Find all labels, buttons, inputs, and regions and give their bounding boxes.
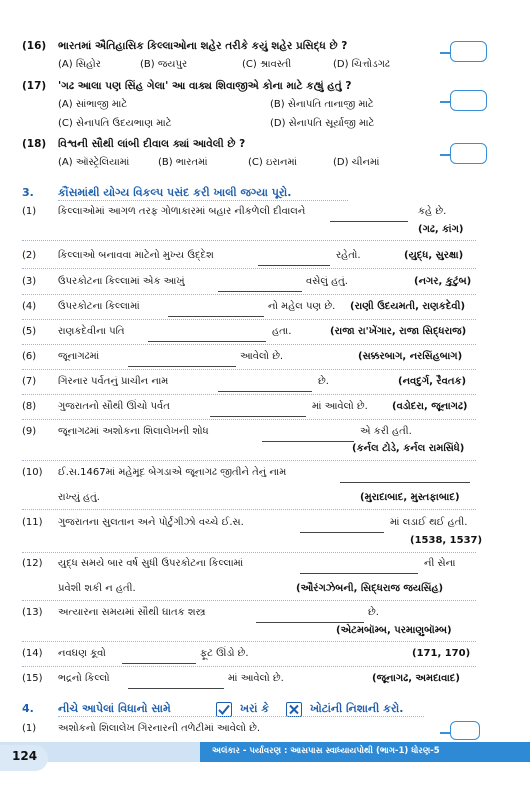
row-divider: [22, 294, 476, 295]
item-text: કિલ્લાઓ બનાવવા માટેનો મુખ્ય ઉદ્દેશ: [58, 250, 214, 261]
hint-options: (ગઢ, કાંગ): [418, 224, 464, 235]
option[interactable]: (A) ઑસ્ટ્રેલિયામાં: [58, 157, 130, 168]
option[interactable]: (C) ઇરાનમાં: [248, 157, 297, 168]
blank-field[interactable]: [128, 679, 224, 689]
item-number: (10): [22, 467, 43, 478]
option[interactable]: (A) સિહોર: [58, 59, 101, 70]
hint-options: (સક્કરબાગ, નરસિંહબાગ): [358, 351, 463, 362]
option[interactable]: (B) સેનાપતિ તાનાજી માટે: [270, 99, 374, 110]
blank-field[interactable]: [218, 282, 302, 292]
item-text-end: છે.: [368, 607, 379, 618]
hint-options: (ઔરંગઝેબની, સિદ્ધરાજ જયસિંહ): [296, 583, 444, 594]
answer-box[interactable]: [450, 41, 487, 62]
section-number: 4.: [22, 702, 34, 715]
question-number: (16): [22, 40, 47, 52]
item-number: (15): [22, 673, 43, 684]
footer-title: અલંકાર - પર્યાવરણ : આસપાસ સ્વાધ્યાયપોથી (ભાગ-1) ધોરણ-5: [212, 746, 440, 756]
row-divider: [22, 460, 476, 461]
answer-box[interactable]: [450, 90, 487, 111]
item-number: (1): [22, 723, 37, 734]
item-text-end: કહે છે.: [418, 206, 447, 217]
blank-field[interactable]: [340, 473, 470, 483]
item-text-end: રહેતો.: [336, 250, 361, 261]
hint-options: (જૂનાગઢ, અમદાવાદ): [372, 673, 460, 684]
answer-connector: [440, 154, 450, 156]
item-text-end: છે.: [318, 376, 329, 387]
title-underline: [58, 200, 348, 201]
item-text-end: માં આવેલો છે.: [228, 673, 284, 684]
item-number: (14): [22, 648, 43, 659]
blank-field[interactable]: [256, 613, 364, 623]
answer-connector: [440, 52, 450, 54]
hint-options: (યુદ્ધ, સુરક્ષા): [404, 250, 464, 261]
item-text: યુદ્ધ સમયે બાર વર્ષ સુધી ઉપરકોટના કિલ્લામાં: [58, 558, 244, 569]
item-number: (12): [22, 558, 43, 569]
item-text: અત્યારના સમયમાં સૌથી ઘાતક શસ્ત્ર: [58, 607, 206, 618]
item-number: (3): [22, 276, 37, 287]
blank-field[interactable]: [258, 256, 330, 266]
row-divider: [22, 240, 476, 241]
answer-connector: [440, 101, 450, 103]
hint-options: (નવદુર્ગ, રૈવતક): [398, 376, 467, 387]
item-number: (4): [22, 301, 37, 312]
item-number: (8): [22, 401, 37, 412]
item-text-end: હતા.: [272, 326, 292, 337]
answer-connector: [440, 732, 450, 734]
title-underline: [58, 716, 424, 717]
question-text: ભારતમાં ઐતિહાસિક કિલ્લાઓના શહેર તરીકે કયું શહેર પ્રસિદ્ધ છે ?: [58, 40, 348, 52]
row-divider: [22, 666, 476, 667]
row-divider: [22, 600, 476, 601]
answer-box[interactable]: [450, 721, 480, 740]
option[interactable]: (D) ચીનમાં: [333, 157, 380, 168]
option[interactable]: (D) ચિત્તોડગઢ: [333, 59, 390, 70]
item-text-end: માં આવેલો છે.: [312, 401, 368, 412]
item-text-end: એ કરી હતી.: [360, 426, 412, 437]
answer-box[interactable]: [450, 143, 487, 164]
item-text: ભદ્રનો કિલ્લો: [58, 673, 110, 684]
blank-field[interactable]: [210, 407, 306, 417]
item-text: રાણકદેવીના પતિ: [58, 326, 125, 337]
item-text: જૂનાગઢમાં અશોકના શિલાલેખની શોધ: [58, 426, 209, 437]
item-text-end: આવેલો છે.: [240, 351, 284, 362]
item-number: (9): [22, 426, 37, 437]
item-number: (1): [22, 206, 37, 217]
option[interactable]: (C) શ્રાવસ્તી: [242, 59, 292, 70]
blank-field[interactable]: [300, 523, 384, 533]
section-title-part: ખોટાંની નિશાની કરો.: [310, 702, 404, 715]
row-divider: [22, 641, 476, 642]
blank-field[interactable]: [300, 564, 418, 574]
hint-options: (નગર, કુટુંબ): [414, 276, 472, 287]
row-divider: [22, 394, 476, 395]
hint-options: (વડોદરા, જૂનાગઢ): [392, 401, 468, 412]
section-number: 3.: [22, 186, 34, 199]
hint-options: (કર્નલ ટોડે, કર્નલ રામસિંધે): [352, 443, 465, 454]
option[interactable]: (B) ભારતમાં: [158, 157, 208, 168]
row-divider: [22, 268, 476, 269]
item-text-end: નો મહેલ પણ છે.: [268, 301, 336, 312]
blank-field[interactable]: [128, 357, 236, 367]
item-number: (11): [22, 517, 43, 528]
item-text: ગિરનાર પર્વતનું પ્રાચીન નામ: [58, 376, 169, 387]
item-text: ઈ.સ.1467માં મહેમૂદ બેગડાએ જૂનાગઢ જીતીને તેનું નામ: [58, 467, 287, 478]
row-divider: [22, 369, 476, 370]
option[interactable]: (A) સાંભાજી માટે: [58, 99, 128, 110]
item-number: (7): [22, 376, 37, 387]
item-text-continued: પ્રવેશી શકી ન હતી.: [58, 583, 136, 594]
hint-options: (રાણી ઉદયમતી, રાણકદેવી): [350, 301, 466, 312]
question-number: (17): [22, 80, 47, 92]
page-number: 124: [12, 749, 38, 763]
blank-field[interactable]: [168, 307, 264, 317]
item-text: કિલ્લાઓમાં આગળ તરફ ગોળાકારમાં બહાર નીકળેલી દીવાલને: [58, 206, 306, 217]
option[interactable]: (C) સેનાપતિ ઉદયભાણ માટે: [58, 118, 172, 129]
blank-field[interactable]: [122, 654, 196, 664]
item-text: ઉપરકોટના કિલ્લામાં એક આખું: [58, 276, 185, 287]
statement-text: અશોકનો શિલાલેખ ગિરનારની તળેટીમાં આવેલો છે.: [58, 723, 261, 734]
blank-field[interactable]: [330, 212, 408, 222]
item-text-end: ફૂટ ઊંડો છે.: [200, 648, 249, 659]
item-number: (5): [22, 326, 37, 337]
row-divider: [22, 552, 476, 553]
option[interactable]: (D) સેનાપતિ સૂર્યાજી માટે: [270, 118, 375, 129]
option[interactable]: (B) જયપુર: [140, 59, 188, 70]
question-text: 'ગઢ આલા પણ સિંહ ગેલા' આ વાક્ય શિવાજીએ કોના માટે કહ્યું હતું ?: [58, 80, 352, 92]
blank-field[interactable]: [262, 432, 354, 442]
row-divider: [22, 419, 476, 420]
blank-field[interactable]: [218, 382, 312, 392]
item-number: (6): [22, 351, 37, 362]
hint-options: (રાજા રા'ખેંગાર, રાજા સિદ્ધરાજ): [330, 326, 467, 337]
hint-options: (171, 170): [412, 648, 471, 659]
hint-options: (એટમબૉમ્બ, પરમાણુબૉમ્બ): [336, 625, 452, 636]
section-title-part: ખરાં કે: [240, 702, 270, 715]
item-text-end: વસેલું હતું.: [306, 276, 348, 287]
hint-options: (1538, 1537): [410, 535, 483, 546]
blank-field[interactable]: [148, 332, 266, 342]
item-number: (13): [22, 607, 43, 618]
section-title-part: નીચે આપેલાં વિધાનો સામે: [58, 702, 171, 715]
item-text-end: ની સેના: [424, 558, 456, 569]
section-title: કૌંસમાંથી યોગ્ય વિકલ્પ પસંદ કરી ખાલી જગ્યા પૂરો.: [58, 186, 292, 199]
item-text: ગુજરાતના સુલતાન અને પોર્ટુગીઝો વચ્ચે ઈ.સ.: [58, 517, 244, 528]
item-text-end: માં લડાઈ થઈ હતી.: [390, 517, 468, 528]
item-number: (2): [22, 250, 37, 261]
hint-options: (મુરાદાબાદ, મુસ્તફાબાદ): [360, 492, 460, 503]
question-text: વિશ્વની સૌથી લાંબી દીવાલ ક્યાં આવેલી છે ?: [58, 138, 246, 150]
item-text-end: રાખ્યું હતું.: [58, 492, 100, 503]
item-text: નવઘણ કૂવો: [58, 648, 106, 659]
question-number: (18): [22, 138, 47, 150]
item-text: જૂનાગઢમાં: [58, 351, 100, 362]
row-divider: [22, 319, 476, 320]
item-text: ગુજરાતનો સૌથી ઊંચો પર્વત: [58, 401, 170, 412]
row-divider: [22, 344, 476, 345]
row-divider: [22, 509, 476, 510]
item-text: ઉપરકોટના કિલ્લામાં: [58, 301, 140, 312]
